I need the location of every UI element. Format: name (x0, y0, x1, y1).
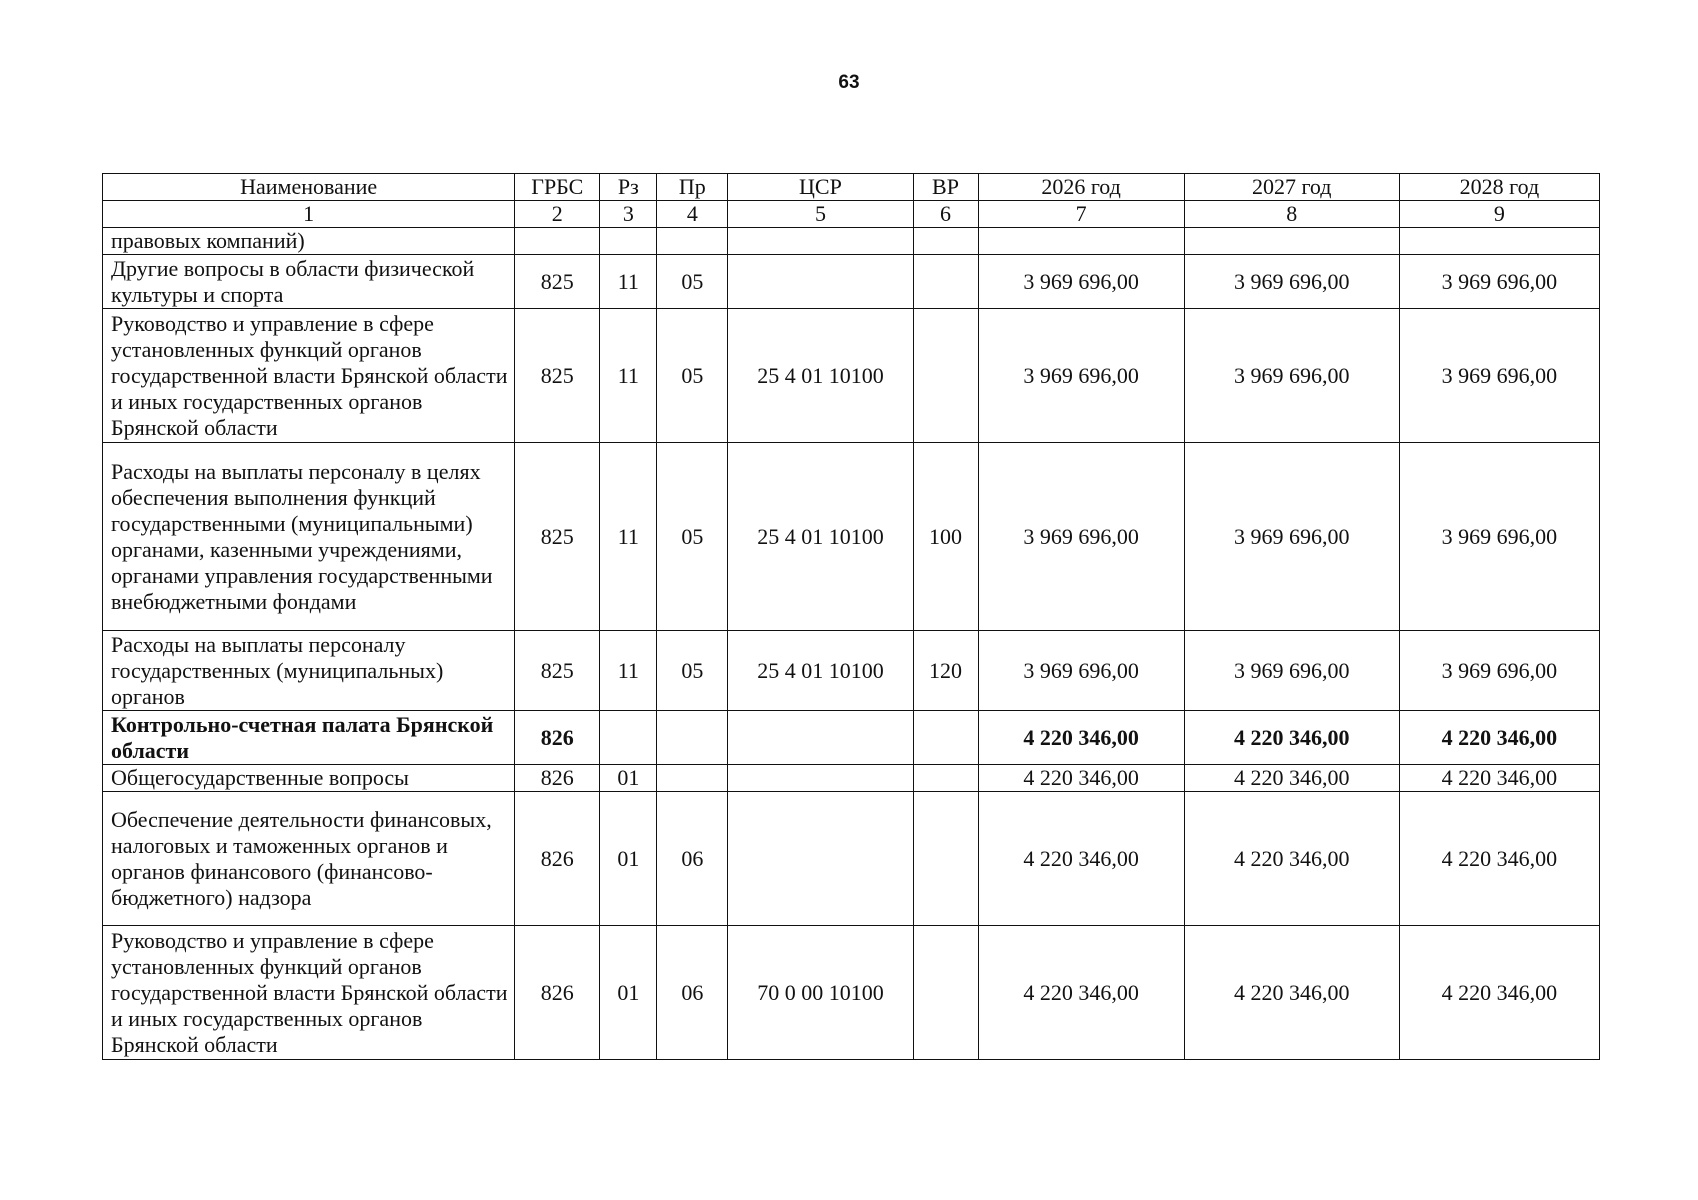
rz-cell: 11 (600, 255, 657, 309)
header-cell: 2027 год (1184, 174, 1399, 201)
pr-cell (657, 765, 728, 792)
grbs-cell: 826 (515, 926, 600, 1060)
amount-2026-cell: 3 969 696,00 (978, 443, 1184, 631)
page-number: 63 (838, 72, 860, 93)
amount-2026-cell: 4 220 346,00 (978, 792, 1184, 926)
amount-2026-cell (978, 228, 1184, 255)
header-cell: 2028 год (1399, 174, 1599, 201)
vr-cell (913, 309, 978, 443)
column-number-cell: 2 (515, 201, 600, 228)
amount-2027-cell: 3 969 696,00 (1184, 443, 1399, 631)
amount-2027-cell: 4 220 346,00 (1184, 711, 1399, 765)
column-number-cell: 1 (103, 201, 515, 228)
row-name-cell: Руководство и управление в сфере установленных функций органов государственной власти Брянской области и иных государственных органов Брянской области (103, 309, 515, 443)
amount-2027-cell: 3 969 696,00 (1184, 309, 1399, 443)
grbs-cell: 825 (515, 309, 600, 443)
amount-2027-cell: 4 220 346,00 (1184, 926, 1399, 1060)
rz-cell: 01 (600, 792, 657, 926)
amount-2028-cell: 4 220 346,00 (1399, 711, 1599, 765)
grbs-cell (515, 228, 600, 255)
column-number-cell: 4 (657, 201, 728, 228)
pr-cell: 05 (657, 443, 728, 631)
vr-cell: 100 (913, 443, 978, 631)
table-row (103, 926, 1600, 1060)
amount-2028-cell: 3 969 696,00 (1399, 255, 1599, 309)
vr-cell (913, 228, 978, 255)
table-row (103, 309, 1600, 443)
budget-table (102, 173, 1600, 1060)
csr-cell (728, 711, 913, 765)
amount-2028-cell (1399, 228, 1599, 255)
header-cell: ЦСР (728, 174, 913, 201)
amount-2028-cell: 4 220 346,00 (1399, 926, 1599, 1060)
table-row (103, 228, 1600, 255)
amount-2026-cell: 3 969 696,00 (978, 309, 1184, 443)
rz-cell (600, 711, 657, 765)
csr-cell (728, 228, 913, 255)
grbs-cell: 826 (515, 765, 600, 792)
amount-2026-cell: 4 220 346,00 (978, 926, 1184, 1060)
amount-2027-cell: 3 969 696,00 (1184, 255, 1399, 309)
row-name-cell: Другие вопросы в области физической культуры и спорта (103, 255, 515, 309)
table-row (103, 255, 1600, 309)
header-cell: ВР (913, 174, 978, 201)
column-number-cell: 6 (913, 201, 978, 228)
column-number-cell: 7 (978, 201, 1184, 228)
row-name-cell: правовых компаний) (103, 228, 515, 255)
row-name-cell: Контрольно-счетная палата Брянской области (103, 711, 515, 765)
rz-cell: 01 (600, 926, 657, 1060)
header-cell: 2026 год (978, 174, 1184, 201)
vr-cell (913, 792, 978, 926)
pr-cell: 06 (657, 792, 728, 926)
amount-2026-cell: 4 220 346,00 (978, 765, 1184, 792)
table-row (103, 711, 1600, 765)
csr-cell: 70 0 00 10100 (728, 926, 913, 1060)
pr-cell: 05 (657, 309, 728, 443)
amount-2027-cell: 4 220 346,00 (1184, 765, 1399, 792)
header-cell: ГРБС (515, 174, 600, 201)
header-cell: Рз (600, 174, 657, 201)
grbs-cell: 826 (515, 711, 600, 765)
column-number-cell: 8 (1184, 201, 1399, 228)
csr-cell: 25 4 01 10100 (728, 443, 913, 631)
pr-cell: 05 (657, 255, 728, 309)
csr-cell: 25 4 01 10100 (728, 309, 913, 443)
amount-2027-cell (1184, 228, 1399, 255)
table-row (103, 631, 1600, 711)
rz-cell: 11 (600, 631, 657, 711)
grbs-cell: 825 (515, 443, 600, 631)
header-cell: Наименование (103, 174, 515, 201)
amount-2028-cell: 3 969 696,00 (1399, 631, 1599, 711)
rz-cell: 11 (600, 309, 657, 443)
header-row (103, 174, 1600, 201)
amount-2028-cell: 3 969 696,00 (1399, 443, 1599, 631)
grbs-cell: 825 (515, 631, 600, 711)
amount-2028-cell: 3 969 696,00 (1399, 309, 1599, 443)
rz-cell (600, 228, 657, 255)
amount-2026-cell: 4 220 346,00 (978, 711, 1184, 765)
grbs-cell: 826 (515, 792, 600, 926)
vr-cell: 120 (913, 631, 978, 711)
column-number-cell: 3 (600, 201, 657, 228)
grbs-cell: 825 (515, 255, 600, 309)
amount-2027-cell: 3 969 696,00 (1184, 631, 1399, 711)
amount-2026-cell: 3 969 696,00 (978, 255, 1184, 309)
rz-cell: 01 (600, 765, 657, 792)
column-number-cell: 5 (728, 201, 913, 228)
vr-cell (913, 765, 978, 792)
vr-cell (913, 711, 978, 765)
pr-cell (657, 228, 728, 255)
amount-2026-cell: 3 969 696,00 (978, 631, 1184, 711)
row-name-cell: Расходы на выплаты персоналу государственных (муниципальных) органов (103, 631, 515, 711)
table-row (103, 443, 1600, 631)
csr-cell (728, 765, 913, 792)
column-number-row (103, 201, 1600, 228)
amount-2027-cell: 4 220 346,00 (1184, 792, 1399, 926)
pr-cell (657, 711, 728, 765)
vr-cell (913, 926, 978, 1060)
vr-cell (913, 255, 978, 309)
pr-cell: 05 (657, 631, 728, 711)
row-name-cell: Руководство и управление в сфере установленных функций органов государственной власти Брянской области и иных государственных органов Брянской области (103, 926, 515, 1060)
csr-cell (728, 792, 913, 926)
column-number-cell: 9 (1399, 201, 1599, 228)
header-cell: Пр (657, 174, 728, 201)
row-name-cell: Расходы на выплаты персоналу в целях обеспечения выполнения функций государственными (муниципальными) органами, казенными учреждениями, органами управления государственными внебюджетными фондами (103, 443, 515, 631)
amount-2028-cell: 4 220 346,00 (1399, 792, 1599, 926)
rz-cell: 11 (600, 443, 657, 631)
amount-2028-cell: 4 220 346,00 (1399, 765, 1599, 792)
csr-cell (728, 255, 913, 309)
row-name-cell: Общегосударственные вопросы (103, 765, 515, 792)
table-row (103, 765, 1600, 792)
pr-cell: 06 (657, 926, 728, 1060)
row-name-cell: Обеспечение деятельности финансовых, налоговых и таможенных органов и органов финансового (финансово-бюджетного) надзора (103, 792, 515, 926)
table-row (103, 792, 1600, 926)
csr-cell: 25 4 01 10100 (728, 631, 913, 711)
